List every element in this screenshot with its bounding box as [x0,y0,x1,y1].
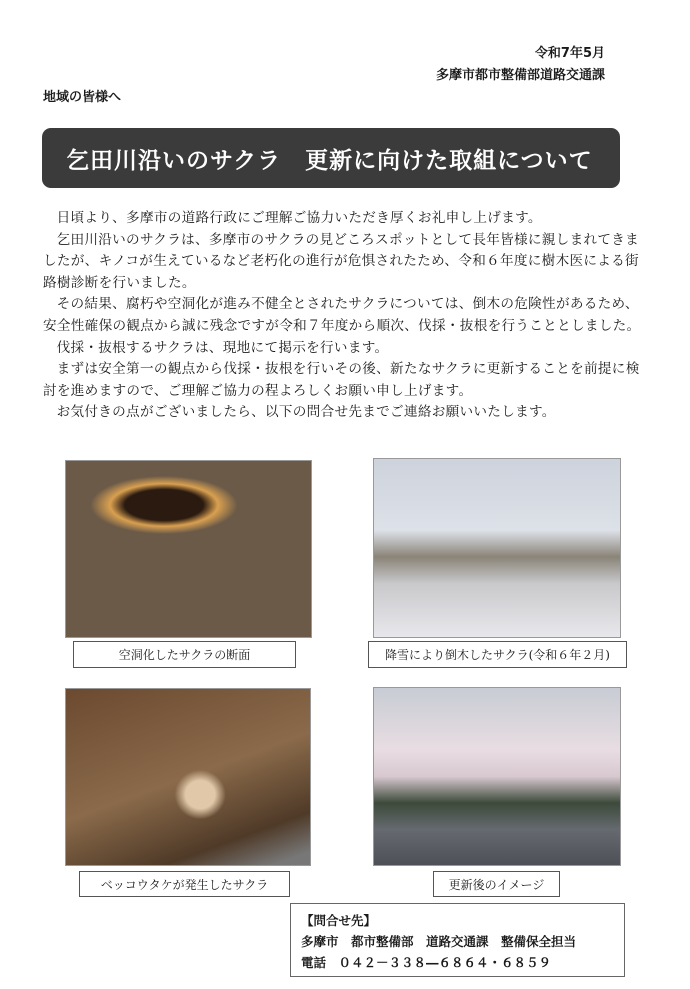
paragraph: まずは安全第一の観点から伐採・抜根を行いその後、新たなサクラに更新することを前提に検討を進めますので、ご理解ご協力の程よろしくお願い申し上げます。 [43,361,640,399]
photo-caption: 降雪により倒木したサクラ(令和６年２月) [368,641,627,668]
page-title: 乞田川沿いのサクラ 更新に向けた取組について [42,128,620,188]
contact-box [290,903,625,977]
photo-hollow-trunk-cross-section [65,460,312,638]
paragraph: 乞田川沿いのサクラは、多摩市のサクラの見どころスポットとして長年皆様に親しまれてきましたが、キノコが生えているなど老朽化の進行が危惧されたため、令和６年度に樹木医による街路樹診断を行いました。 [43,231,640,291]
paragraph: 日頃より、多摩市の道路行政にご理解ご協力いただき厚くお礼申し上げます。 [56,210,542,226]
photo-fallen-tree-snow [373,458,621,638]
photo-renewed-cherry-trees [373,687,621,866]
paragraph: 伐採・抜根するサクラは、現地にて掲示を行います。 [56,339,389,356]
paragraph: お気付きの点がございましたら、以下の問合せ先までご連絡お願いいたします。 [56,404,556,421]
date: 令和7年5月 [534,46,605,61]
department: 多摩市都市整備部道路交通課 [435,68,605,83]
greeting: 地域の皆様へ [43,90,122,105]
contact-org: 多摩市 都市整備部 道路交通課 整備保全担当 [301,934,577,949]
paragraph: その結果、腐朽や空洞化が進み不健全とされたサクラについては、倒木の危険性があるため、安全性確保の観点から誠に残念ですが令和７年度から順次、伐採・抜根を行うこととしました。 [43,296,641,334]
contact-phone: 電話 ０４２－３３８―６８６４・６８５９ [301,955,552,970]
photo-caption: ベッコウタケが発生したサクラ [79,871,290,897]
body-text [43,208,643,424]
photo-caption: 更新後のイメージ [433,871,560,897]
contact-heading: 【問合せ先】 [301,913,377,928]
photo-caption: 空洞化したサクラの断面 [73,641,296,668]
photo-bracket-fungus-tree [65,688,311,866]
